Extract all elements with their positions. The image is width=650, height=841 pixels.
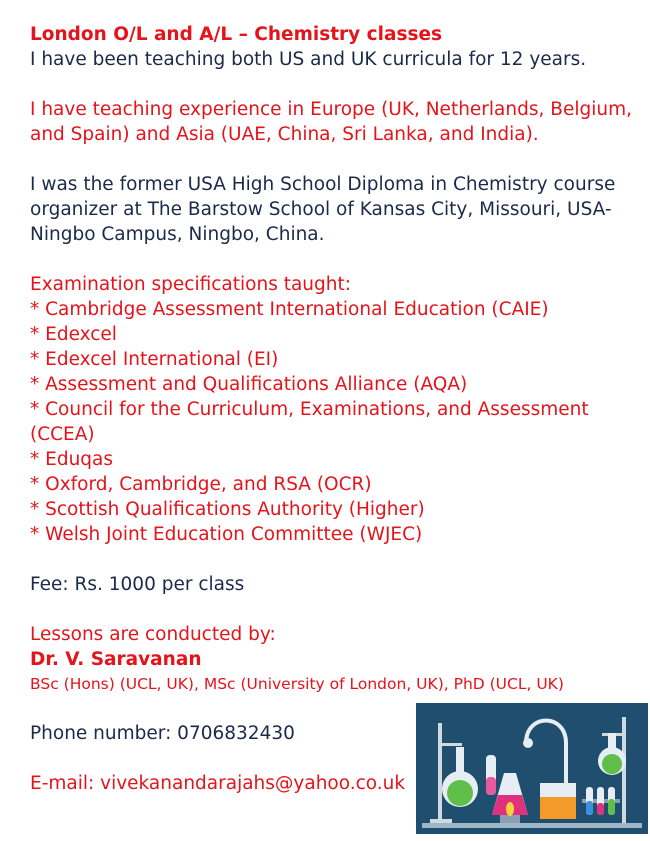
spec-item: * Scottish Qualifications Authority (Higher) <box>30 499 425 520</box>
experience-text: I have teaching experience in Europe (UK, Netherlands, Belgium, and Spain) and Asia (UAE, China, Sri Lanka, and India). <box>30 99 632 145</box>
spec-item: * Edexcel <box>30 324 117 345</box>
spec-item: * Eduqas <box>30 449 114 470</box>
flyer <box>30 22 635 796</box>
spec-item: * Council for the Curriculum, Examinations, and Assessment (CCEA) <box>30 399 589 445</box>
former-role-text: I was the former USA High School Diploma in Chemistry course organizer at The Barstow School of Kansas City, Missouri, USA-Ningbo Campus, Ningbo, China. <box>30 174 616 245</box>
intro-text: I have been teaching both US and UK curricula for 12 years. <box>30 49 587 70</box>
chemistry-lab-glassware-icon <box>416 703 648 834</box>
specs-title: Examination specifications taught: <box>30 274 351 295</box>
spec-item: * Assessment and Qualifications Alliance (AQA) <box>30 374 468 395</box>
spec-item: * Welsh Joint Education Committee (WJEC) <box>30 524 423 545</box>
flyer-heading: London O/L and A/L – Chemistry classes <box>30 24 443 45</box>
spec-item: * Oxford, Cambridge, and RSA (OCR) <box>30 474 372 495</box>
lessons-label: Lessons are conducted by: <box>30 624 276 645</box>
spec-item: * Edexcel International (EI) <box>30 349 279 370</box>
specs-section <box>30 272 635 547</box>
phone-text: Phone number: 0706832430 <box>30 723 295 744</box>
teacher-name: Dr. V. Saravanan <box>30 649 202 670</box>
teacher-qualifications: BSc (Hons) (UCL, UK), MSc (University of London, UK), PhD (UCL, UK) <box>30 675 564 693</box>
email-text: E-mail: vivekanandarajahs@yahoo.co.uk <box>30 773 406 794</box>
fee-text: Fee: Rs. 1000 per class <box>30 574 245 595</box>
spec-item: * Cambridge Assessment International Education (CAIE) <box>30 299 549 320</box>
